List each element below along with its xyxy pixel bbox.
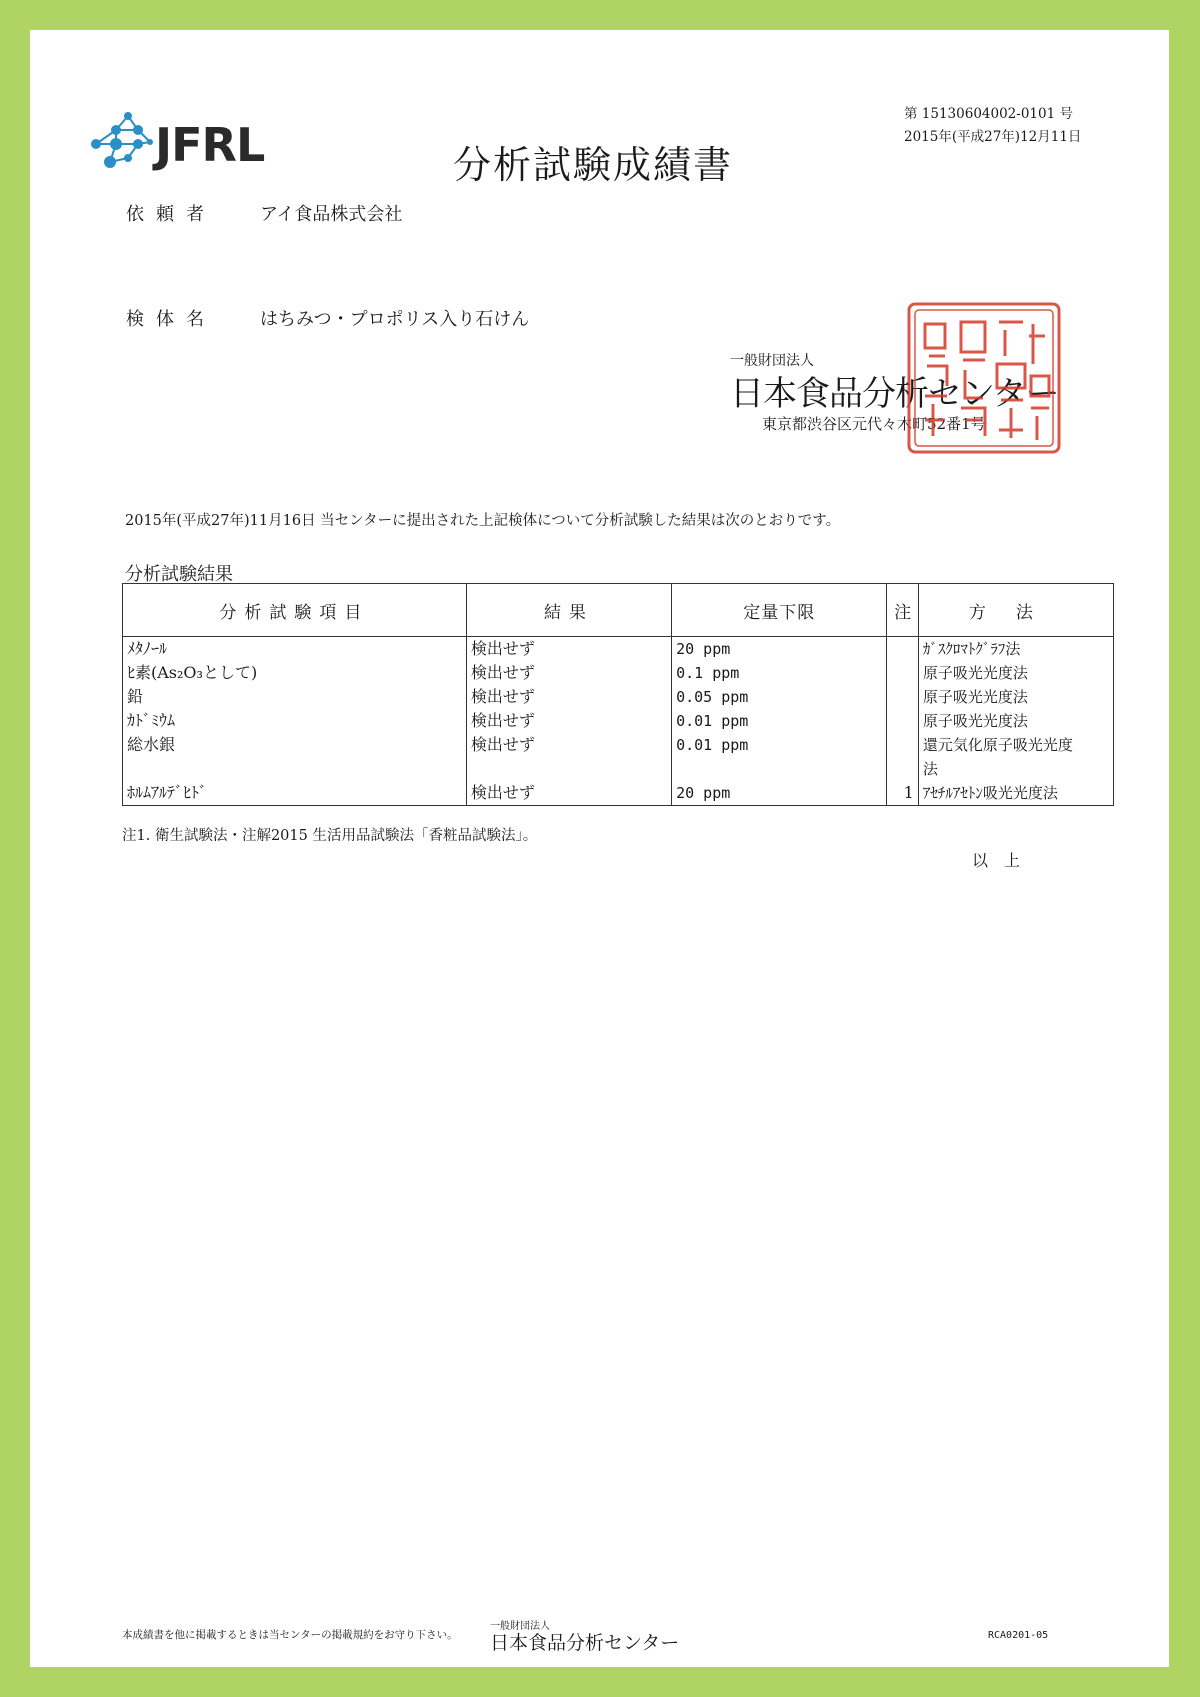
cell-item: 総水銀: [123, 733, 467, 757]
cell-note: [887, 637, 918, 662]
cell-limit: 20 ppm: [672, 781, 887, 806]
cell-item: 鉛: [123, 685, 467, 709]
official-seal-icon: [905, 300, 1063, 456]
footer-form-code: RCA0201-05: [988, 1630, 1049, 1641]
client-value: アイ食品株式会社: [260, 204, 403, 225]
results-table: [122, 583, 1114, 806]
intro-text: 2015年(平成27年)11月16日 当センターに提出された上記検体について分析試験した結果は次のとおりです。: [125, 513, 841, 529]
cell-result: 検出せず: [466, 685, 671, 709]
cell-limit: 0.01 ppm: [672, 733, 887, 757]
results-heading: 分析試験結果: [125, 564, 233, 585]
cell-item: ﾒﾀﾉｰﾙ: [123, 637, 467, 662]
cell-result: 検出せず: [466, 733, 671, 757]
cell-item: ﾎﾙﾑｱﾙﾃﾞﾋﾄﾞ: [123, 781, 467, 806]
issuer-address: 東京都渋谷区元代々木町52番1号: [762, 415, 986, 433]
cell-method: ｶﾞｽｸﾛﾏﾄｸﾞﾗﾌ法: [918, 637, 1113, 662]
header-method: 方法: [918, 584, 1113, 637]
table-row: [123, 709, 1114, 733]
cell-item: ﾋ素(As₂O₃として): [123, 661, 467, 685]
cell-result: 検出せず: [466, 637, 671, 662]
cell-method: ｱｾﾁﾙｱｾﾄﾝ吸光光度法: [918, 781, 1113, 806]
cell-note: [887, 709, 918, 733]
issuer-prefix: 一般財団法人: [730, 353, 814, 369]
cell-method-continuation: 法: [918, 757, 1113, 781]
cell-item: [123, 757, 467, 781]
document-title: 分析試験成績書: [453, 143, 734, 187]
cell-item: ｶﾄﾞﾐｳﾑ: [123, 709, 467, 733]
footer-notice: 本成績書を他に掲載するときは当センターの掲載規約をお守り下さい。: [122, 1629, 458, 1641]
certificate-sheet: [30, 30, 1169, 1667]
logo-text: JFRL: [155, 118, 265, 172]
header-result: 結果: [466, 584, 671, 637]
cell-result: 検出せず: [466, 781, 671, 806]
cell-note: [887, 661, 918, 685]
cell-note: [887, 757, 918, 781]
cell-limit: 0.05 ppm: [672, 685, 887, 709]
footer-org-name: 日本食品分析センター: [490, 1632, 680, 1654]
closing-mark: 以上: [972, 851, 1037, 870]
table-row: [123, 781, 1114, 806]
header-limit: 定量下限: [672, 584, 887, 637]
table-row: [123, 685, 1114, 709]
client-label: 依頼者: [126, 204, 216, 225]
document-number: 第 15130604002-0101 号: [904, 106, 1073, 122]
sample-label: 検体名: [126, 309, 216, 330]
header-note: 注: [887, 584, 918, 637]
issuer-name: 日本食品分析センター: [730, 374, 1059, 414]
cell-result: [466, 757, 671, 781]
cell-method: 原子吸光光度法: [918, 661, 1113, 685]
table-row: [123, 661, 1114, 685]
issue-date: 2015年(平成27年)12月11日: [904, 129, 1082, 145]
table-row: [123, 733, 1114, 757]
cell-limit: 20 ppm: [672, 637, 887, 662]
cell-method: 原子吸光光度法: [918, 709, 1113, 733]
cell-limit: [672, 757, 887, 781]
header-item: 分析試験項目: [123, 584, 467, 637]
cell-result: 検出せず: [466, 661, 671, 685]
footnote: 注1. 衛生試験法・注解2015 生活用品試験法「香粧品試験法」。: [122, 828, 538, 844]
table-header-row: [123, 584, 1114, 637]
sample-value: はちみつ・プロポリス入り石けん: [260, 309, 530, 330]
cell-result: 検出せず: [466, 709, 671, 733]
cell-limit: 0.1 ppm: [672, 661, 887, 685]
cell-limit: 0.01 ppm: [672, 709, 887, 733]
cell-note: [887, 685, 918, 709]
footer-org-prefix: 一般財団法人: [490, 1621, 550, 1632]
cell-note: [887, 733, 918, 757]
cell-note: 1: [887, 781, 918, 806]
cell-method: 還元気化原子吸光光度: [918, 733, 1113, 757]
cell-method: 原子吸光光度法: [918, 685, 1113, 709]
table-row-continuation: [123, 757, 1114, 781]
table-row: [123, 637, 1114, 662]
